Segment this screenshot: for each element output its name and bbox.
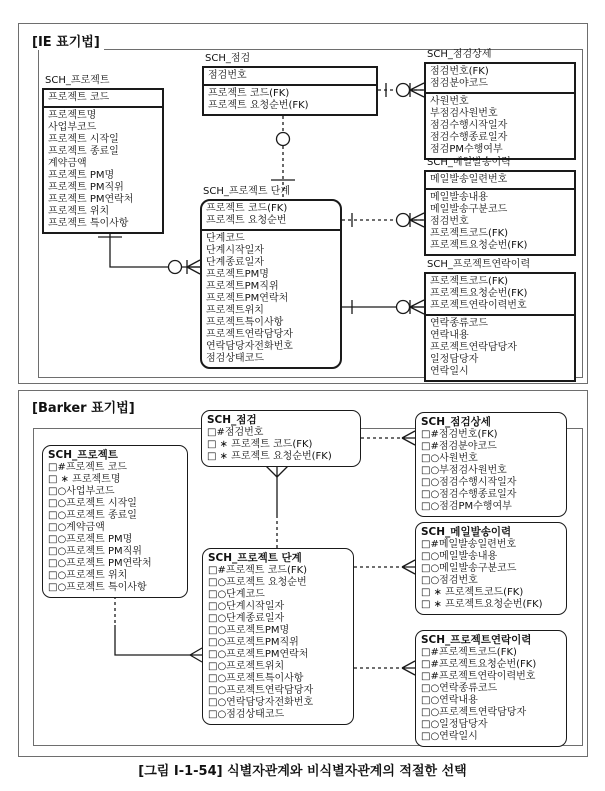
entity-attr-section xyxy=(44,108,162,232)
attribute: □#프로젝트 코드 xyxy=(48,462,127,473)
attribute: □○단계종료일자 xyxy=(208,613,285,624)
attribute: 점검PM수행여부 xyxy=(430,144,503,155)
entity-title: SCH_점검 xyxy=(207,414,257,426)
attribute: 프로젝트 코드(FK) xyxy=(208,88,290,99)
attribute: 프로젝트PM연락처 xyxy=(206,293,289,304)
attribute: □ ∗ 프로젝트요청순번(FK) xyxy=(421,599,543,610)
attribute: □○프로젝트 PM직위 xyxy=(48,546,142,557)
attribute: □#점검분야코드 xyxy=(421,441,497,452)
rel-ie-check-checkdetail xyxy=(378,83,424,97)
attribute: 점검번호 xyxy=(208,70,247,81)
entity-box xyxy=(202,548,354,725)
attribute: □○프로젝트PM연락처 xyxy=(208,649,309,660)
barker-entity-project xyxy=(42,445,188,598)
attribute: 프로젝트코드(FK) xyxy=(430,276,509,287)
attribute: □○프로젝트특이사항 xyxy=(208,673,304,684)
attribute: □○계약금액 xyxy=(48,522,105,533)
attribute: □#점검번호 xyxy=(207,427,264,438)
attribute: 연락종류코드 xyxy=(430,318,488,329)
attribute: 프로젝트 코드 xyxy=(48,92,110,103)
attribute: □○점검수행종료일자 xyxy=(421,489,517,500)
entity-box xyxy=(424,62,576,160)
attribute: 점검번호 xyxy=(430,216,469,227)
entity-box xyxy=(201,410,361,467)
attribute: □○프로젝트 시작일 xyxy=(48,498,137,509)
entity-attr-section xyxy=(48,462,182,594)
attribute: 메일발송구분코드 xyxy=(430,204,508,215)
entity-attr-section xyxy=(426,316,574,380)
entity-pk-section xyxy=(204,68,376,86)
barker-entity-check xyxy=(201,410,361,467)
entity-title: SCH_점검상세 xyxy=(427,49,492,60)
attribute: 연락일시 xyxy=(430,366,469,377)
attribute: □○메일발송내용 xyxy=(421,551,498,562)
figure-caption: [그림 Ⅰ-1-54] 식별자관계와 비식별자관계의 적절한 선택 xyxy=(138,764,467,779)
attribute: 점검상태코드 xyxy=(206,353,264,364)
attribute: 연락내용 xyxy=(430,330,469,341)
barker-entity-contact xyxy=(415,630,567,747)
ie-entity-stage xyxy=(200,186,342,369)
attribute: 사원번호 xyxy=(430,96,469,107)
rel-barker-stage-contact xyxy=(354,661,415,675)
attribute: 연락담당자전화번호 xyxy=(206,341,293,352)
barker-entity-stage xyxy=(202,548,354,725)
attribute: □○메일발송구분코드 xyxy=(421,563,517,574)
attribute: □○점검상태코드 xyxy=(208,709,285,720)
attribute: 프로젝트PM직위 xyxy=(206,281,279,292)
attribute: □○프로젝트PM명 xyxy=(208,625,290,636)
entity-box xyxy=(415,630,567,747)
attribute: 프로젝트PM명 xyxy=(206,269,269,280)
attribute: □○사원번호 xyxy=(421,453,478,464)
attribute: □ ∗ 프로젝트 요청순번(FK) xyxy=(207,451,332,462)
attribute: □○프로젝트 요청순번 xyxy=(208,577,307,588)
ie-entity-project xyxy=(42,75,164,234)
rel-ie-stage-mail xyxy=(342,213,424,227)
attribute: 점검수행시작일자 xyxy=(430,120,508,131)
attribute: 단계시작일자 xyxy=(206,245,264,256)
attribute: □○연락일시 xyxy=(421,731,478,742)
attribute: 프로젝트명 xyxy=(48,110,97,121)
entity-pk-section xyxy=(202,201,340,231)
attribute: 프로젝트연락담당자 xyxy=(206,329,293,340)
attribute: 프로젝트 종료일 xyxy=(48,146,119,157)
attribute: □○점검PM수행여부 xyxy=(421,501,512,512)
rel-ie-project-stage xyxy=(98,229,200,274)
entity-title: SCH_프로젝트 단계 xyxy=(208,552,302,564)
attribute: 프로젝트특이사항 xyxy=(206,317,284,328)
attribute: □○프로젝트연락담당자 xyxy=(208,685,314,696)
entity-title: SCH_점검상세 xyxy=(421,416,491,428)
attribute: 프로젝트연락담당자 xyxy=(430,342,517,353)
ie-section-label: [IE 표기법] xyxy=(32,31,104,50)
attribute: □○단계시작일자 xyxy=(208,601,285,612)
ie-entity-mail xyxy=(424,157,576,256)
entity-attr-section xyxy=(426,190,574,254)
entity-attr-section xyxy=(202,231,340,367)
attribute: □○연락담당자전화번호 xyxy=(208,697,314,708)
ie-entity-check-detail xyxy=(424,49,576,160)
attribute: □○프로젝트연락담당자 xyxy=(421,707,527,718)
attribute: 프로젝트코드(FK) xyxy=(430,228,509,239)
attribute: 점검수행종료일자 xyxy=(430,132,508,143)
barker-section-label: [Barker 표기법] xyxy=(32,397,139,416)
attribute: □○일정담당자 xyxy=(421,719,488,730)
attribute: □ ∗ 프로젝트명 xyxy=(48,474,121,485)
attribute: 단계코드 xyxy=(206,233,245,244)
attribute: 프로젝트 코드(FK) xyxy=(206,203,288,214)
attribute: 프로젝트 요청순번(FK) xyxy=(208,100,309,111)
attribute: 프로젝트 특이사항 xyxy=(48,218,129,229)
attribute: 프로젝트 PM연락처 xyxy=(48,194,134,205)
entity-attr-section xyxy=(204,86,376,114)
entity-attr-section xyxy=(421,647,561,743)
attribute: 프로젝트연락이력번호 xyxy=(430,300,527,311)
attribute: 프로젝트위치 xyxy=(206,305,264,316)
attribute: □○사업부코드 xyxy=(48,486,115,497)
attribute: 점검번호(FK) xyxy=(430,66,489,77)
attribute: □○프로젝트 특이사항 xyxy=(48,582,147,593)
attribute: □○연락종류코드 xyxy=(421,683,498,694)
attribute: □#프로젝트코드(FK) xyxy=(421,647,517,658)
attribute: 일정담당자 xyxy=(430,354,479,365)
entity-pk-section xyxy=(426,64,574,94)
attribute: □○프로젝트 PM연락처 xyxy=(48,558,152,569)
ie-entity-contact xyxy=(424,259,576,382)
attribute: 점검분야코드 xyxy=(430,78,488,89)
barker-entity-check-detail xyxy=(415,412,567,517)
entity-pk-section xyxy=(426,274,574,316)
entity-title: SCH_프로젝트 xyxy=(48,449,118,461)
rel-barker-stage-mail xyxy=(354,560,415,574)
attribute: 메일발송일련번호 xyxy=(430,174,508,185)
barker-entity-mail xyxy=(415,522,567,615)
attribute: □○프로젝트위치 xyxy=(208,661,285,672)
attribute: □#점검번호(FK) xyxy=(421,429,498,440)
attribute: 메일발송내용 xyxy=(430,192,488,203)
attribute: □○프로젝트 PM명 xyxy=(48,534,133,545)
entity-box xyxy=(415,412,567,517)
attribute: □○점검수행시작일자 xyxy=(421,477,517,488)
attribute: 프로젝트요청순번(FK) xyxy=(430,240,528,251)
entity-box xyxy=(424,170,576,256)
attribute: 프로젝트요청순번(FK) xyxy=(430,288,528,299)
attribute: 단계종료일자 xyxy=(206,257,264,268)
entity-box xyxy=(415,522,567,615)
attribute: 프로젝트 시작일 xyxy=(48,134,119,145)
entity-attr-section xyxy=(426,94,574,158)
entity-title: SCH_메일발송이력 xyxy=(421,526,512,538)
attribute: □○부점검사원번호 xyxy=(421,465,507,476)
entity-box xyxy=(200,199,342,369)
rel-barker-project-stage xyxy=(115,596,202,662)
attribute: □#메일발송일련번호 xyxy=(421,539,517,550)
entity-box xyxy=(202,66,378,116)
attribute: 프로젝트 PM직위 xyxy=(48,182,124,193)
entity-title: SCH_점검 xyxy=(205,53,251,64)
attribute: □○단계코드 xyxy=(208,589,265,600)
attribute: 프로젝트 PM명 xyxy=(48,170,115,181)
entity-attr-section xyxy=(421,539,561,611)
entity-attr-section xyxy=(207,427,355,463)
entity-pk-section xyxy=(44,90,162,108)
attribute: 부점검사원번호 xyxy=(430,108,498,119)
attribute: 계약금액 xyxy=(48,158,87,169)
attribute: 프로젝트 요청순번 xyxy=(206,215,287,226)
rel-barker-check-stage xyxy=(265,465,289,548)
attribute: □ ∗ 프로젝트 코드(FK) xyxy=(207,439,313,450)
entity-title: SCH_프로젝트연락이력 xyxy=(427,259,531,270)
rel-ie-check-stage xyxy=(271,110,295,197)
attribute: 사업부코드 xyxy=(48,122,97,133)
entity-title: SCH_메일발송이력 xyxy=(427,157,511,168)
entity-box xyxy=(42,445,188,598)
entity-box xyxy=(42,88,164,234)
entity-title: SCH_프로젝트 xyxy=(45,75,110,86)
rel-barker-check-checkdetail xyxy=(361,431,415,445)
entity-pk-section xyxy=(426,172,574,190)
attribute: 프로젝트 위치 xyxy=(48,206,110,217)
entity-title: SCH_프로젝트연락이력 xyxy=(421,634,532,646)
attribute: □○점검번호 xyxy=(421,575,478,586)
attribute: □○연락내용 xyxy=(421,695,478,706)
attribute: □ ∗ 프로젝트코드(FK) xyxy=(421,587,524,598)
attribute: □○프로젝트 위치 xyxy=(48,570,128,581)
attribute: □#프로젝트 코드(FK) xyxy=(208,565,308,576)
attribute: □○프로젝트PM직위 xyxy=(208,637,299,648)
ie-entity-check xyxy=(202,53,378,116)
attribute: □#프로젝트요청순번(FK) xyxy=(421,659,537,670)
rel-ie-stage-contact xyxy=(342,300,424,314)
entity-title: SCH_프로젝트 단계 xyxy=(203,186,290,197)
entity-box xyxy=(424,272,576,382)
attribute: □○프로젝트 종료일 xyxy=(48,510,137,521)
entity-attr-section xyxy=(421,429,561,513)
attribute: □#프로젝트연락이력번호 xyxy=(421,671,536,682)
entity-attr-section xyxy=(208,565,348,721)
